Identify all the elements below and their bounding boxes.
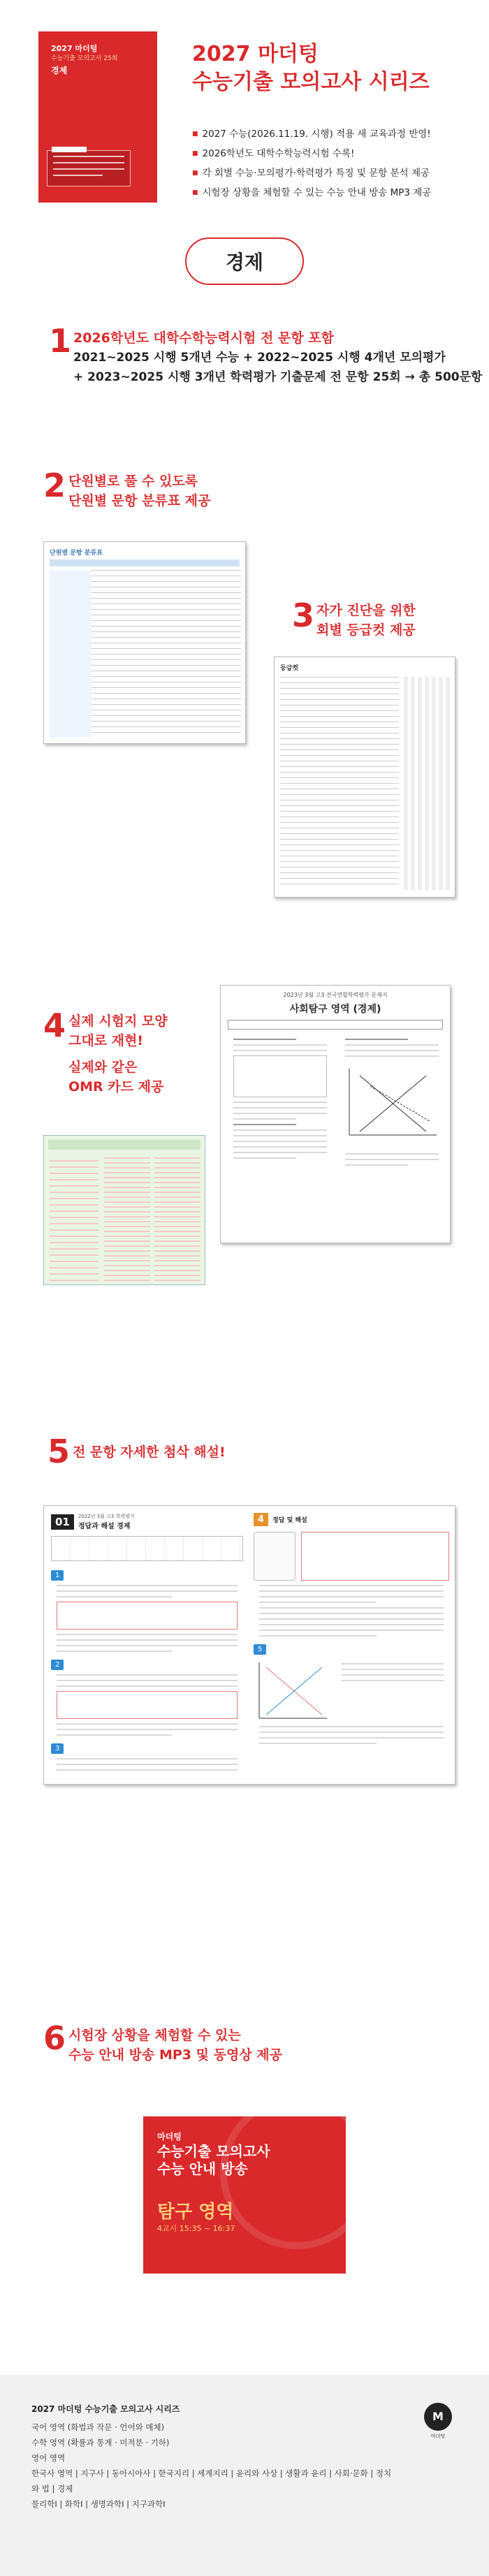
solution-title: 정답과 해설 경제 xyxy=(78,1523,131,1530)
grade-cut-title: 등급컷 xyxy=(280,665,299,672)
footer-line: 영어 영역 xyxy=(31,2453,66,2463)
solution-number: 01 xyxy=(51,1514,74,1530)
book-series: 수능기출 모의고사 25회 xyxy=(51,55,118,62)
section-6-number: 6 xyxy=(43,2019,66,2057)
question-number: 4 xyxy=(254,1513,268,1526)
publisher-logo: M 마더텅 xyxy=(421,2403,455,2441)
book-cover xyxy=(38,31,157,203)
section-2-text: 단원별로 풀 수 있도록 단원별 문항 분류표 제공 xyxy=(68,474,211,508)
series-title: 2027 마더텅 수능기출 모의고사 시리즈 xyxy=(192,42,430,94)
section-3-text: 자가 진단을 위한 회별 등급컷 제공 xyxy=(316,603,416,638)
question-label: 정답 및 해설 xyxy=(272,1517,307,1524)
section-2-number: 2 xyxy=(43,467,66,504)
section-3-number: 3 xyxy=(292,597,315,634)
exam-header: 2023년 3월 고3 전국연합학력평가 문제지 xyxy=(283,992,388,998)
section-4-number: 4 xyxy=(43,1007,66,1044)
broadcast-brand: 마더텅 xyxy=(157,2132,182,2142)
footer-line: 국어 영역 (화법과 작문 · 언어와 매체) xyxy=(31,2422,165,2432)
exam-paper xyxy=(220,985,451,1243)
broadcast-cover xyxy=(143,2116,346,2274)
subject-pill: 경제 xyxy=(185,237,304,285)
exam-title: 사회탐구 영역 (경제) xyxy=(289,1004,381,1015)
footer-list xyxy=(31,2420,395,2512)
section-4-text: 실제 시험지 모양 그대로 재현! 실제와 같은 OMR 카드 제공 xyxy=(68,1013,168,1095)
feature-list xyxy=(192,124,431,203)
feature-item: ■ 2027 수능(2026.11.19. 시행) 적용 새 교육과정 반영! xyxy=(192,124,431,144)
grade-cut-page xyxy=(274,657,455,898)
feature-item: ■ 2026학년도 대학수학능력시험 수록! xyxy=(192,144,431,163)
solution-subtitle: 2022년 3월 고3 학력평가 xyxy=(78,1514,135,1519)
section-1-text: 2026학년도 대학수학능력시험 전 문항 포함 2021~2025 시행 5개년 수능 + 2022~2025 시행 4개년 모의평가 + 2023~2025 시행 3개년 학력평가 기출문제 전 문항 25회 → 총 500문항 xyxy=(73,330,483,384)
broadcast-time: 4교시 15:35 ~ 16:37 xyxy=(157,2224,235,2233)
footer-line: 물리학Ⅰ | 화학Ⅰ | 생명과학Ⅰ | 지구과학Ⅰ xyxy=(31,2499,166,2509)
section-1-number: 1 xyxy=(49,322,72,360)
omr-card xyxy=(43,1135,205,1285)
footer-line: 수학 영역 (확률과 통계 · 미적분 · 기하) xyxy=(31,2438,170,2447)
unit-table-page xyxy=(43,541,246,744)
broadcast-area: 탐구 영역 xyxy=(157,2202,234,2223)
solution-graph xyxy=(254,1659,330,1722)
book-subject: 경제 xyxy=(51,66,68,75)
book-brand: 2027 마더텅 xyxy=(51,44,98,53)
section-6-text: 시험장 상황을 체험할 수 있는 수능 안내 방송 MP3 및 동영상 제공 xyxy=(68,2028,282,2063)
broadcast-title: 수능기출 모의고사 수능 안내 방송 xyxy=(157,2143,270,2177)
book-info-strip xyxy=(47,150,131,186)
solution-spread: 01 2022년 3월 고3 학력평가 정답과 해설 경제 1 2 3 4 정답 및 해설 5 xyxy=(43,1505,455,1785)
feature-item: ■ 각 회별 수능·모의평가·학력평가 특징 및 문항 분석 제공 xyxy=(192,163,431,183)
section-5-text: 전 문항 자세한 첨삭 해설! xyxy=(73,1444,226,1460)
footer-line: 한국사 영역 | 지구사 | 동아시아사 | 한국지리 | 세계지리 | 윤리와 사상 | 생활과 윤리 | 사회·문화 | 정치와 법 | 경제 xyxy=(31,2468,392,2494)
feature-item: ■ 시험장 상황을 체험할 수 있는 수능 안내 방송 MP3 제공 xyxy=(192,183,431,203)
section-5-number: 5 xyxy=(48,1433,71,1470)
clock-icon xyxy=(220,2116,346,2249)
supply-demand-graph xyxy=(342,1065,440,1142)
footer-title: 2027 마더텅 수능기출 모의고사 시리즈 xyxy=(31,2404,180,2414)
footer xyxy=(0,2375,489,2576)
unit-table-title: 단원별 문항 분류표 xyxy=(50,550,103,557)
